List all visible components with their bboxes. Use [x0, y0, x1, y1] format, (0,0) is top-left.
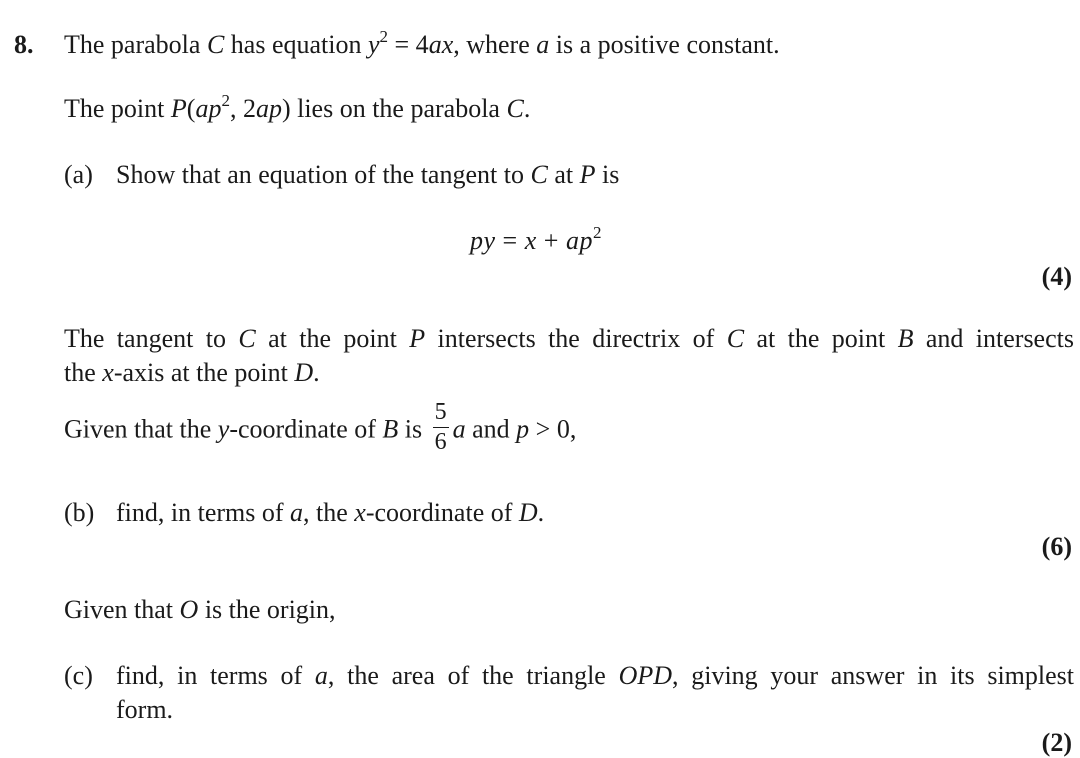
fraction-five-sixths — [433, 400, 449, 455]
text: find, in terms of — [116, 498, 291, 527]
fraction-numerator: 5 — [433, 400, 449, 428]
var-a: a — [536, 30, 550, 59]
part-c-line-2: form. — [116, 695, 174, 724]
var-P: P — [409, 324, 426, 353]
part-a-label: (a) — [64, 160, 93, 189]
var-a: a — [452, 414, 466, 444]
var-D: D — [518, 498, 538, 527]
text: intersects the directrix of — [425, 324, 727, 353]
part-c-line — [116, 661, 1074, 691]
word — [64, 324, 1074, 353]
var-y: y — [367, 30, 380, 59]
var-py: py — [470, 226, 496, 255]
text: The parabola — [64, 30, 207, 59]
var-C: C — [238, 324, 256, 353]
part-c-label: (c) — [64, 661, 93, 690]
var-y: y — [217, 414, 230, 444]
var-ap: ap — [195, 94, 222, 123]
part-b-label: (b) — [64, 498, 95, 527]
marks-a: (4) — [1041, 262, 1072, 291]
text: is the origin, — [198, 595, 336, 624]
text: -coordinate of — [229, 414, 383, 444]
text: Given that — [64, 595, 180, 624]
text: + — [536, 226, 566, 255]
text: -coordinate of — [365, 498, 519, 527]
text: , the — [303, 498, 355, 527]
text: and intersects — [913, 324, 1074, 353]
question-number: 8. — [14, 30, 34, 59]
text: . — [313, 358, 320, 387]
var-C: C — [506, 94, 524, 123]
text: . — [537, 498, 545, 527]
text: Show that an equation of the tangent to — [116, 160, 531, 189]
text: > 0, — [529, 414, 577, 444]
var-p: p — [516, 414, 530, 444]
text: The tangent to — [64, 324, 239, 353]
marks-b: (6) — [1041, 532, 1072, 561]
given-origin — [64, 595, 336, 625]
text: , 2 — [229, 94, 256, 123]
var-P: P — [579, 160, 596, 189]
given-b — [64, 399, 577, 457]
tangent-equation — [470, 223, 602, 256]
var-P: P — [170, 94, 187, 123]
text: is a positive constant. — [549, 30, 780, 59]
text: ) lies on the parabola — [281, 94, 507, 123]
exponent: 2 — [221, 91, 230, 110]
text: , the area of the triangle — [327, 661, 619, 690]
intro-line-2 — [64, 91, 531, 124]
text: at the point — [255, 324, 410, 353]
text: , giving your answer in its simplest — [672, 661, 1074, 690]
var-a: a — [314, 661, 328, 690]
var-D: D — [294, 358, 314, 387]
text: . — [523, 94, 531, 123]
var-ap: ap — [565, 226, 593, 255]
var-B: B — [382, 414, 399, 444]
var-C: C — [726, 324, 745, 353]
text: = — [495, 226, 525, 255]
var-C: C — [530, 160, 548, 189]
exponent: 2 — [592, 223, 602, 242]
text: the — [64, 358, 103, 387]
marks-c: (2) — [1041, 728, 1072, 757]
text: at — [547, 160, 580, 189]
var-ap: ap — [255, 94, 282, 123]
text: ( — [186, 94, 196, 123]
text: The point — [64, 94, 171, 123]
text: , where — [453, 30, 537, 59]
var-ax: ax — [428, 30, 454, 59]
part-c-text — [116, 661, 1074, 691]
text: find, in terms of — [116, 661, 315, 690]
text: Given that the — [64, 414, 218, 444]
var-x: x — [354, 498, 366, 527]
var-a: a — [290, 498, 304, 527]
text: at the point — [744, 324, 898, 353]
tangent-line-1 — [64, 324, 1074, 354]
text: and — [465, 414, 517, 444]
exponent: 2 — [379, 27, 389, 46]
var-C: C — [206, 30, 225, 59]
var-x: x — [524, 226, 537, 255]
var-x: x — [102, 358, 114, 387]
text: -axis at the point — [113, 358, 295, 387]
intro-line-1 — [64, 27, 780, 60]
text: is — [398, 414, 429, 444]
fraction-denominator: 6 — [434, 429, 447, 456]
text: = 4 — [388, 30, 429, 59]
tangent-line-2 — [64, 358, 320, 388]
var-B: B — [897, 324, 914, 353]
text: has equation — [224, 30, 368, 59]
part-b-text — [116, 498, 544, 528]
text: is — [595, 160, 620, 189]
part-a-text — [116, 160, 619, 190]
var-O: O — [179, 595, 199, 624]
var-OPD: OPD — [618, 661, 672, 690]
